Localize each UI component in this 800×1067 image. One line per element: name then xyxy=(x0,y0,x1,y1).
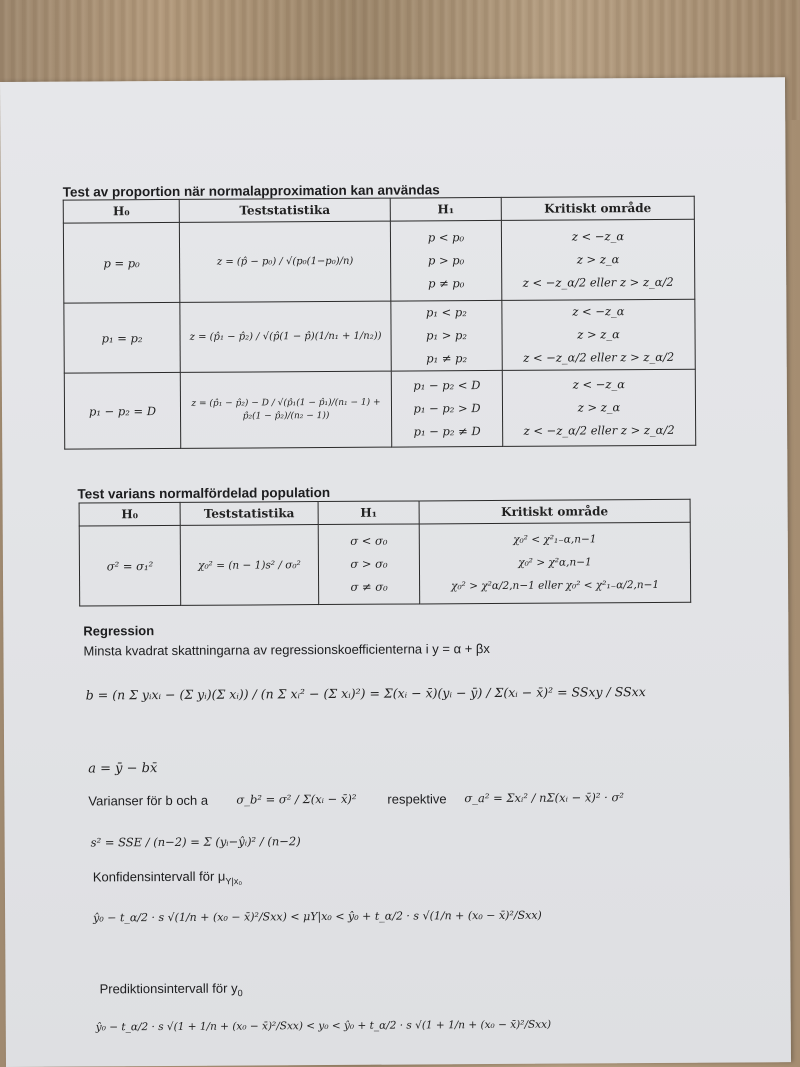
critical-option: z < −z_α xyxy=(572,377,626,392)
pi-label-text: Prediktionsintervall för y xyxy=(99,980,238,997)
table-row xyxy=(64,369,695,449)
prediction-interval-formula: ŷ₀ − t_α/2 · s √(1 + 1/n + (x₀ − x̄)²/Sxx) < y₀ < ŷ₀ + t_α/2 · s √(1 + 1/n + (x₀ − x̄)²/Sxx) xyxy=(95,1018,552,1034)
confidence-interval-label xyxy=(93,869,242,888)
h0-cell: p₁ = p₂ xyxy=(64,302,180,373)
header-kritiskt-omrade: Kritiskt område xyxy=(501,196,694,220)
h1-option: p₁ < p₂ xyxy=(425,305,467,320)
proportion-test-table xyxy=(63,196,697,450)
h1-cell xyxy=(318,524,419,605)
h1-option: σ > σ₀ xyxy=(350,556,388,571)
header-h1: H₁ xyxy=(318,501,419,525)
h1-option: p₁ > p₂ xyxy=(426,328,468,343)
header-h1: H₁ xyxy=(390,197,501,221)
critical-option: χ₀² < χ²₁₋α,n−1 xyxy=(513,533,597,546)
statistic-cell: z = (p̂ − p₀) / √(p₀(1−p₀)/n) xyxy=(179,221,390,302)
critical-option: z > z_α xyxy=(577,400,621,415)
critical-option: z < −z_α/2 eller z > z_α/2 xyxy=(522,274,674,290)
critical-region-cell xyxy=(502,369,695,446)
h1-option: p₁ ≠ p₂ xyxy=(426,351,468,366)
critical-option: z < −z_α xyxy=(572,304,625,319)
header-kritiskt-omrade: Kritiskt område xyxy=(419,499,690,524)
header-h0: H₀ xyxy=(63,199,179,223)
statistic-cell: z = (p̂₁ − p̂₂) / √(p̂(1 − p̂)(1/n₁ + 1/n₂)) xyxy=(180,301,391,372)
prediction-interval-label xyxy=(99,981,242,999)
critical-option: χ₀² > χ²α/2,n−1 eller χ₀² < χ²₁₋α/2,n−1 xyxy=(451,578,660,593)
h1-option: p ≠ p₀ xyxy=(428,276,465,291)
regression-intro: Minsta kvadrat skattningarna av regressionskoefficienterna i y = α + βx xyxy=(83,641,490,659)
h1-cell xyxy=(391,370,502,447)
critical-option: z > z_α xyxy=(576,252,620,267)
h0-cell: σ² = σ₁² xyxy=(79,525,180,606)
regression-title: Regression xyxy=(83,623,155,639)
ci-label-text: Konfidensintervall för μ xyxy=(92,868,226,885)
pi-label-subscript: 0 xyxy=(237,988,243,999)
h0-cell: p = p₀ xyxy=(63,222,179,303)
header-teststatistika: Teststatistika xyxy=(179,198,390,222)
b-estimator-formula: b = (n Σ yᵢxᵢ − (Σ yᵢ)(Σ xᵢ)) / (n Σ xᵢ² − (Σ xᵢ)²) = Σ(xᵢ − x̄)(yᵢ − ȳ) / Σ(xᵢ − x̄)² = SSxy / SSxx xyxy=(85,684,646,703)
critical-region-cell xyxy=(419,522,690,604)
residual-variance-formula: s² = SSE / (n−2) = Σ (yᵢ−ŷᵢ)² / (n−2) xyxy=(90,834,301,850)
critical-option: z < −z_α/2 eller z > z_α/2 xyxy=(523,422,675,438)
critical-option: z < −z_α/2 eller z > z_α/2 xyxy=(523,349,675,365)
critical-option: z > z_α xyxy=(577,327,620,342)
h1-option: p > p₀ xyxy=(427,253,465,268)
h1-cell xyxy=(391,300,502,371)
header-teststatistika: Teststatistika xyxy=(180,502,318,526)
h0-cell: p₁ − p₂ = D xyxy=(64,372,180,449)
critical-option: χ₀² > χ²α,n−1 xyxy=(518,556,592,569)
variance-label: Varianser för b och a xyxy=(88,792,209,809)
variance-a-formula: σ_a² = Σxᵢ² / nΣ(xᵢ − x̄)² · σ² xyxy=(464,790,624,806)
statistic-cell: z = (p̂₁ − p̂₂) − D / √(p̂₁(1 − p̂₁)/(n₁ − 1) + p̂₂(1 − p̂₂)/(n₂ − 1)) xyxy=(180,371,391,448)
ci-label-subscript: Y|x₀ xyxy=(225,876,243,887)
section-title-proportion: Test av proportion när normalapproximation kan användas xyxy=(62,182,440,200)
variance-test-table xyxy=(79,499,692,607)
variance-b-formula: σ_b² = σ² / Σ(xᵢ − x̄)² xyxy=(236,791,357,807)
critical-option: z < −z_α xyxy=(571,229,625,244)
paper-sheet xyxy=(0,77,791,1067)
h1-option: σ < σ₀ xyxy=(350,533,388,548)
h1-option: p₁ − p₂ < D xyxy=(413,378,481,393)
statistic-cell: χ₀² = (n − 1)s² / σ₀² xyxy=(180,525,318,606)
header-h0: H₀ xyxy=(79,502,180,526)
h1-cell xyxy=(390,220,501,301)
section-title-variance: Test varians normalfördelad population xyxy=(77,484,331,502)
table-row xyxy=(63,219,694,303)
table-row xyxy=(64,299,695,373)
critical-region-cell xyxy=(501,219,694,300)
a-estimator-formula: a = ȳ − bx̄ xyxy=(88,761,158,777)
h1-option: σ ≠ σ₀ xyxy=(350,579,388,594)
critical-region-cell xyxy=(502,299,695,370)
table-row xyxy=(79,522,690,606)
confidence-interval-formula: ŷ₀ − t_α/2 · s √(1/n + (x₀ − x̄)²/Sxx) < μY|x₀ < ŷ₀ + t_α/2 · s √(1/n + (x₀ − x̄)²/Sxx) xyxy=(93,908,542,925)
respektive-label: respektive xyxy=(387,791,447,807)
h1-option: p₁ − p₂ ≠ D xyxy=(413,424,481,439)
h1-option: p < p₀ xyxy=(427,230,465,245)
h1-option: p₁ − p₂ > D xyxy=(413,401,481,416)
